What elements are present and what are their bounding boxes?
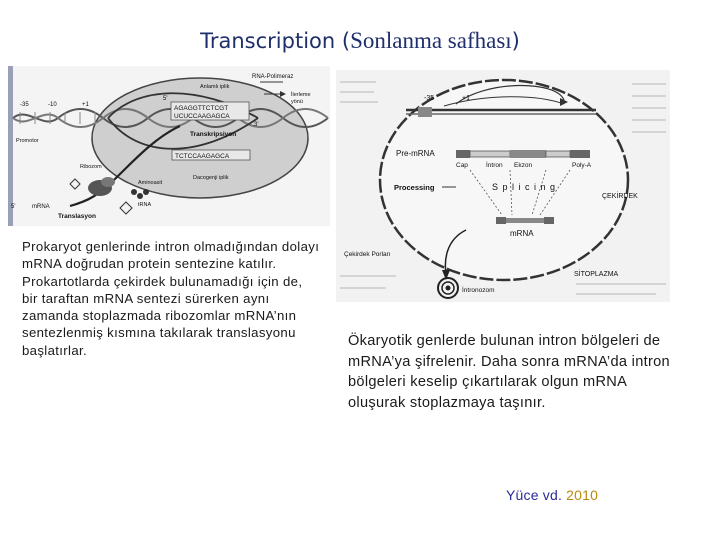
label-promoter: Promotor bbox=[16, 138, 39, 144]
citation-author: Yüce vd. bbox=[506, 487, 563, 503]
label-splicing: S p l i c i n g bbox=[492, 182, 557, 192]
label-5-prime-bottom: 5' bbox=[11, 204, 16, 210]
label-minus-10: -10 bbox=[48, 102, 57, 108]
label-minus-35: -35 bbox=[20, 102, 29, 108]
label-trna: tRNA bbox=[138, 202, 152, 208]
eukaryote-paragraph: Ökaryotik genlerde bulunan intron bölgeleri de mRNA’ya şifrelenir. Daha sonra mRNA’da intron bölgeleri keselip çıkartılarak olgun mRNA oluşurak stoplazmaya taşınır. bbox=[348, 333, 670, 411]
prokaryote-paragraph: Prokaryot genlerinde intron olmadığından dolayı mRNA doğrudan protein sentezine katılır. Prokartotlarda çekirdek bulunamadığı için de, bir taraftan mRNA sentezi sürerken aynı zamanda stoplazmada ribozomlar mRNA’nın sentezlenmiş kısmına takılarak translasyonu başlatırlar. bbox=[22, 239, 320, 358]
label-amino-acid: Aminoasit bbox=[138, 180, 163, 186]
label-exon: Ekzon bbox=[514, 162, 533, 169]
label-mrna: mRNA bbox=[510, 229, 534, 238]
slide-title bbox=[0, 28, 720, 54]
label-rna-polymerase: RNA-Polimeraz bbox=[252, 74, 294, 80]
label-direction-2: yönü bbox=[291, 99, 303, 105]
title-part-2: Sonlanma safhası bbox=[350, 28, 512, 53]
label-translation: Translasyon bbox=[58, 213, 96, 220]
label-3-prime-top: 3' bbox=[254, 122, 259, 128]
label-transcription: Transkripsiyon bbox=[190, 131, 237, 138]
label-cap: Cap bbox=[456, 162, 468, 169]
label-template-strand: Dacogenji iplik bbox=[193, 175, 229, 181]
title-part-1: Transcription ( bbox=[200, 29, 351, 53]
title-part-3: ) bbox=[511, 29, 520, 53]
seq-bottom: TCTCCAAGAGCA bbox=[175, 153, 230, 160]
label-cytoplasm: SİTOPLAZMA bbox=[574, 271, 619, 278]
label-direction-1: İlerleme bbox=[291, 92, 311, 98]
citation bbox=[506, 487, 598, 503]
label-mrna: mRNA bbox=[32, 204, 50, 210]
label-plus-1: +1 bbox=[82, 102, 89, 108]
label-intron: İntron bbox=[486, 162, 503, 169]
label-5-prime-top: 5' bbox=[163, 96, 168, 102]
label-pre-mrna: Pre-mRNA bbox=[396, 149, 435, 158]
citation-year: 2010 bbox=[566, 487, 599, 503]
prokaryotic-transcription-figure bbox=[8, 66, 330, 226]
label-processing: Processing bbox=[394, 183, 435, 192]
label-plus-1: +1 bbox=[462, 95, 470, 102]
label-sense-strand: Anlamlı iplik bbox=[200, 84, 230, 90]
seq-top-1: AGAGGTTCTCGT bbox=[174, 105, 229, 112]
eukaryotic-processing-figure bbox=[336, 70, 670, 302]
label-intronosome: İntronozom bbox=[462, 287, 495, 294]
label-nuclear-pore: Çekirdek Porları bbox=[344, 251, 391, 258]
label-ribosome: Ribozom bbox=[80, 164, 102, 170]
label-nucleus: ÇEKİRDEK bbox=[602, 193, 638, 200]
seq-top-2: UCUCCAAGAGCA bbox=[174, 113, 230, 120]
label-minus-35: -35 bbox=[424, 95, 435, 102]
label-poly-a: Poly-A bbox=[572, 162, 592, 169]
